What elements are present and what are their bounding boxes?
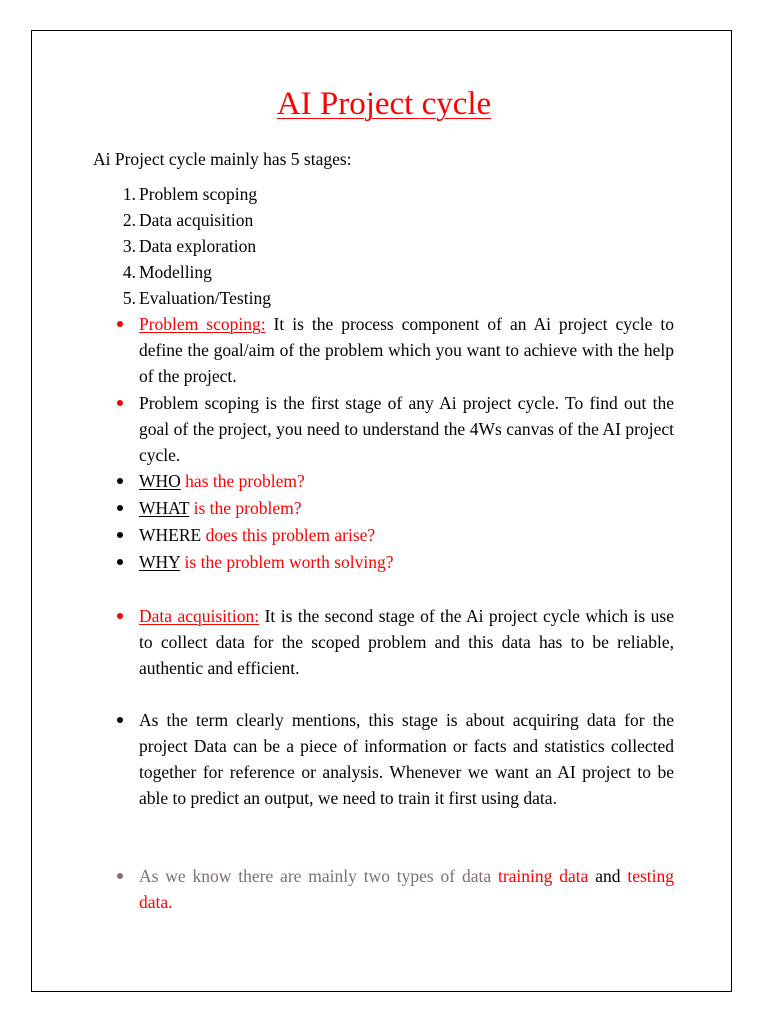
problem-scoping-text: It is the process component of an Ai project cycle to define the goal/aim of the problem which you want to achieve with the help of the project. [139, 314, 674, 386]
stage-label: Problem scoping [139, 184, 258, 204]
data-types-paragraph [139, 863, 674, 915]
training-data: training data [497, 866, 589, 886]
document-title: AI Project cycle [276, 86, 492, 122]
bullet-icon [117, 532, 123, 538]
bullet-icon [117, 400, 123, 406]
page-border [31, 30, 732, 992]
testing-data: testing data. [139, 866, 674, 912]
data-types-prefix: As we know there are mainly two types of data [139, 866, 498, 886]
data-acquisition-label: Data acquisition: [139, 606, 260, 626]
and-word: and [588, 866, 628, 886]
why-question [139, 549, 394, 575]
bullet-icon [117, 559, 123, 565]
bullet-icon [117, 478, 123, 484]
stage-label: Evaluation/Testing [139, 288, 271, 308]
stage-label: Data exploration [139, 236, 257, 256]
what-word: WHAT [139, 498, 190, 518]
problem-scoping-label: Problem scoping: [139, 314, 266, 334]
data-acquisition-text: It is the second stage of the Ai project cycle which is use to collect data for the scoped problem and this data has to be reliable, authentic and efficient. [139, 606, 674, 678]
bullet-icon [117, 321, 123, 327]
where-question [139, 522, 375, 548]
data-acquisition-paragraph [139, 603, 674, 681]
why-rest: is the problem worth solving? [180, 552, 394, 572]
who-rest: has the problem? [180, 471, 305, 491]
stage-number: 1. [122, 184, 136, 204]
stage-number: 2. [122, 210, 136, 230]
stage-label: Modelling [139, 262, 212, 282]
stage-number: 5. [122, 288, 136, 308]
what-question [139, 495, 302, 521]
where-word: WHERE [139, 525, 202, 545]
bullet-icon [117, 505, 123, 511]
what-rest: is the problem? [189, 498, 302, 518]
who-question [139, 468, 305, 494]
who-word: WHO [139, 471, 181, 491]
where-rest: does this problem arise? [201, 525, 376, 545]
stage-number: 3. [122, 236, 136, 256]
stage-number: 4. [122, 262, 136, 282]
bullet-icon [117, 613, 123, 619]
bullet-icon [117, 717, 123, 723]
why-word: WHY [139, 552, 181, 572]
intro-text: Ai Project cycle mainly has 5 stages: [93, 149, 352, 169]
first-stage-paragraph: Problem scoping is the first stage of any Ai project cycle. To find out the goal of the project, you need to understand the 4Ws canvas of the AI project cycle. [139, 393, 674, 465]
acquiring-data-paragraph: As the term clearly mentions, this stage is about acquiring data for the project Data can be a piece of information or facts and statistics collected together for reference or analysis. Whenever we want an AI project to be able to predict an output, we need to train it first using data. [139, 710, 674, 808]
bullet-icon [117, 873, 123, 879]
stage-label: Data acquisition [139, 210, 254, 230]
problem-scoping-paragraph [139, 311, 674, 389]
